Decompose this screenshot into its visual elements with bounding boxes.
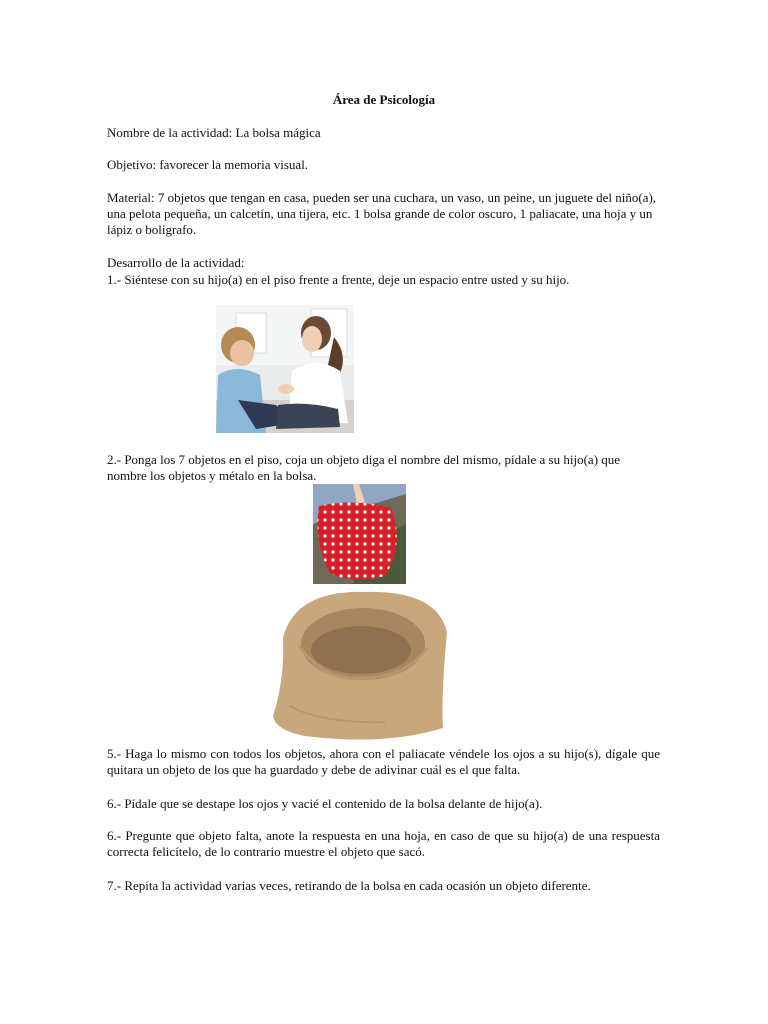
document-title: Área de Psicología <box>332 92 436 107</box>
burlap-sack-photo <box>265 586 465 746</box>
step-2-text: 2.- Ponga los 7 objetos en el piso, coja un objeto diga el nombre del mismo, pídale a su hijo(a) que nombre los objetos y métalo en la bolsa. <box>107 452 621 483</box>
mother-child-photo <box>216 305 354 433</box>
objective-text: Objetivo: favorecer la memoria visual. <box>107 157 309 172</box>
activity-name: Nombre de la actividad: La bolsa mágica <box>107 125 321 140</box>
step-1-text: 1.- Siéntese con su hijo(a) en el piso frente a frente, deje un espacio entre usted y su hijo. <box>107 272 570 287</box>
step-5-text: 5.- Haga lo mismo con todos los objetos, ahora con el paliacate véndele los ojos a su hijo(s), dígale que quitara un objeto de los que ha guardado y debe de adivinar cuál es el que falta. <box>107 746 660 777</box>
material-text: Material: 7 objetos que tengan en casa, pueden ser una cuchara, un vaso, un peine, un juguete del niño(a), una pelota pequeña, un calcetín, una tijera, etc. 1 bolsa grande de color oscuro, 1 paliacate, una hoja y un lápiz o bolígrafo. <box>107 190 657 237</box>
polka-dot-bag-photo <box>313 484 406 584</box>
step-6a-text: 6.- Pídale que se destape los ojos y vacié el contenido de la bolsa delante de hijo(a). <box>107 796 543 811</box>
development-heading: Desarrollo de la actividad: <box>107 255 245 270</box>
step-6b-text: 6.- Pregunte que objeto falta, anote la respuesta en una hoja, en caso de que su hijo(a) de una respuesta correcta felicítelo, de lo contrario muestre el objeto que sacó. <box>107 828 660 859</box>
step-7-text: 7.- Repita la actividad varias veces, retirando de la bolsa en cada ocasión un objeto diferente. <box>107 878 591 893</box>
